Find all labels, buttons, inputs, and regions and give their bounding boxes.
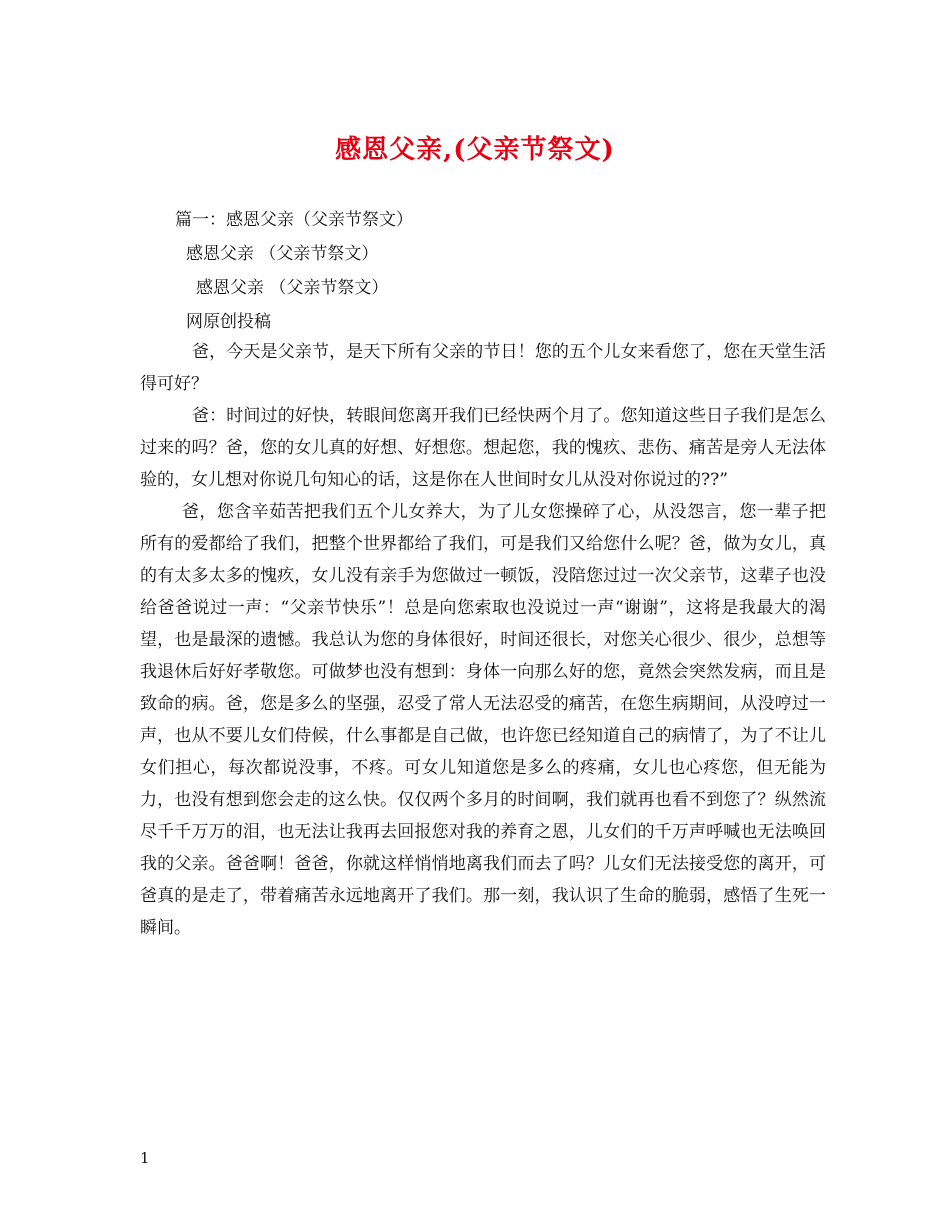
article-body — [140, 336, 826, 944]
subtitle-line-1: 感恩父亲 （父亲节祭文） — [186, 244, 379, 264]
subtitle-line-2: 感恩父亲 （父亲节祭文） — [196, 278, 389, 298]
paragraph-2: 爸：时间过的好快，转眼间您离开我们已经快两个月了。您知道这些日子我们是怎么过来的吗？爸，您的女儿真的好想、好想您。想起您，我的愧疚、悲伤、痛苦是旁人无法体验的，女儿想对你说几句知心的话，这是你在人世间时女儿从没对你说过的??” — [140, 406, 826, 490]
source-line: 网原创投稿 — [186, 312, 271, 332]
paragraph-1: 爸，今天是父亲节，是天下所有父亲的节日！您的五个儿女来看您了，您在天堂生活得可好？ — [140, 342, 826, 394]
paragraph-3: 爸，您含辛茹苦把我们五个儿女养大，为了儿女您操碎了心，从没怨言，您一辈子把所有的爱都给了我们，把整个世界都给了我们，可是我们又给您什么呢？爸，做为女儿，真的有太多太多的愧疚，女儿没有亲手为您做过一顿饭，没陪您过过一次父亲节，这辈子也没给爸爸说过一声：“父亲节快乐”！总是向您索取也没说过一声“谢谢”，这将是我最大的渴望，也是最深的遗憾。我总认为您的身体很好，时间还很长，对您关心很少、很少，总想等我退休后好好孝敬您。可做梦也没有想到：身体一向那么好的您，竟然会突然发病，而且是致命的病。爸，您是多么的坚强，忍受了常人无法忍受的痛苦，在您生病期间，从没哼过一声，也从不要儿女们侍候，什么事都是自己做，也许您已经知道自己的病情了，为了不让儿女们担心，每次都说没事，不疼。可女儿知道您是多么的疼痛，女儿也心疼您，但无能为力，也没有想到您会走的这么快。仅仅两个多月的时间啊，我们就再也看不到您了？纵然流尽千千万万的泪，也无法让我再去回报您对我的养育之恩，儿女们的千万声呼喊也无法唤回我的父亲。爸爸啊！爸爸，你就这样悄悄地离我们而去了吗？儿女们无法接受您的离开，可爸真的是走了，带着痛苦永远地离开了我们。那一刻，我认识了生命的脆弱，感悟了生死一瞬间。 — [140, 502, 826, 938]
document-title: 感恩父亲,(父亲节祭文) — [335, 135, 615, 165]
section-heading: 篇一：感恩父亲（父亲节祭文） — [175, 210, 413, 230]
page-number: 1 — [140, 1149, 150, 1167]
